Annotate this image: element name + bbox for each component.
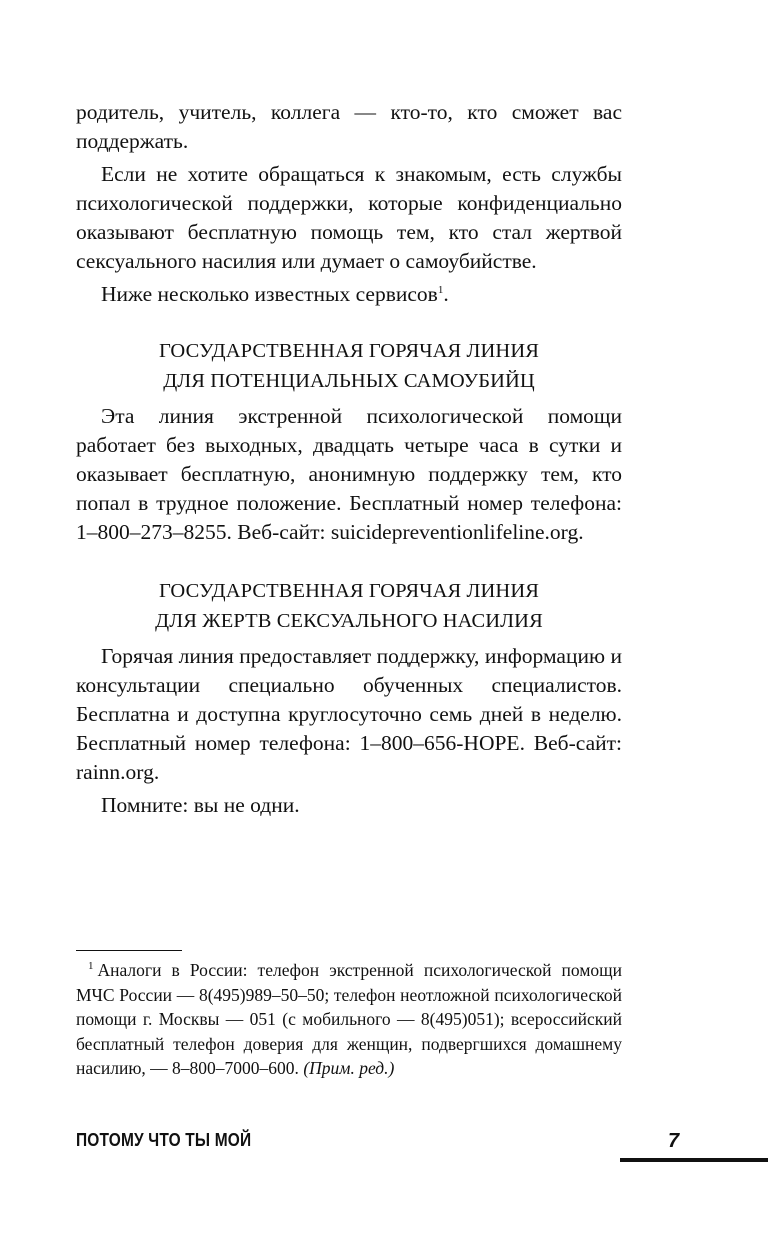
paragraph-2: Если не хотите обращаться к знакомым, есть службы психологической поддержки, которые конфиденциально оказывают бесплатную помощь тем, кто стал жертвой сексуального насилия или думает о самоубийстве. xyxy=(76,162,622,273)
section-2-heading-line-2: ДЛЯ ЖЕРТВ СЕКСУАЛЬНОГО НАСИЛИЯ xyxy=(155,609,543,632)
paragraph-3-text: Ниже несколько известных сервисов xyxy=(101,282,438,306)
page-number-rule xyxy=(620,1158,768,1162)
footnote-mark: 1 xyxy=(88,960,94,973)
section-1-text: Эта линия экстренной психологической помощи работает без выходных, двадцать четыре часа в сутки и оказывает бесплатную, анонимную поддержку тем, кто попал в трудное положение. Бесплатный номер телефона: 1–800–273–8255. Веб-сайт: suicidepreventionlifeline.org. xyxy=(76,404,622,544)
page-number: 7 xyxy=(668,1130,680,1152)
footnote-reference[interactable]: 1 xyxy=(437,283,444,296)
footnote-text: Аналоги в России: телефон экстренной психологической помощи МЧС России — 8(495)989–50–50; телефон неотложной психологической помощи г. Москвы — 051 (с мобильного — 8(495)051); всероссийский бесплатный телефон доверия для женщин, подвергшихся домашнему насилию, — 8–800–7000–600. xyxy=(76,960,622,1078)
section-2-heading xyxy=(76,577,622,636)
paragraph-1: родитель, учитель, коллега — кто-то, кто сможет вас поддержать. xyxy=(76,100,622,153)
footnote-divider xyxy=(76,950,182,951)
section-2-heading-line-1: ГОСУДАРСТВЕННАЯ ГОРЯЧАЯ ЛИНИЯ xyxy=(158,580,540,602)
running-title: ПОТОМУ ЧТО ТЫ МОЙ xyxy=(76,1130,252,1150)
section-1-heading-line-1: ГОСУДАРСТВЕННАЯ ГОРЯЧАЯ ЛИНИЯ xyxy=(158,340,540,362)
paragraph-3 xyxy=(76,280,622,309)
section-2-text: Горячая линия предоставляет поддержку, информацию и консультации специально обученных специалистов. Бесплатна и доступна круглосуточно семь дней в неделю. Бесплатный номер телефона: 1–800–656-HOPE. Веб-сайт: rainn.org. xyxy=(76,644,622,784)
section-1-heading xyxy=(76,337,622,396)
closing-line: Помните: вы не одни. xyxy=(101,793,300,817)
paragraph-3-end: . xyxy=(443,282,449,306)
editor-note: (Прим. ред.) xyxy=(303,1058,395,1078)
footnote xyxy=(76,958,622,1081)
page-body xyxy=(76,98,622,820)
section-1-heading-line-2: ДЛЯ ПОТЕНЦИАЛЬНЫХ САМОУБИЙЦ xyxy=(163,369,535,392)
